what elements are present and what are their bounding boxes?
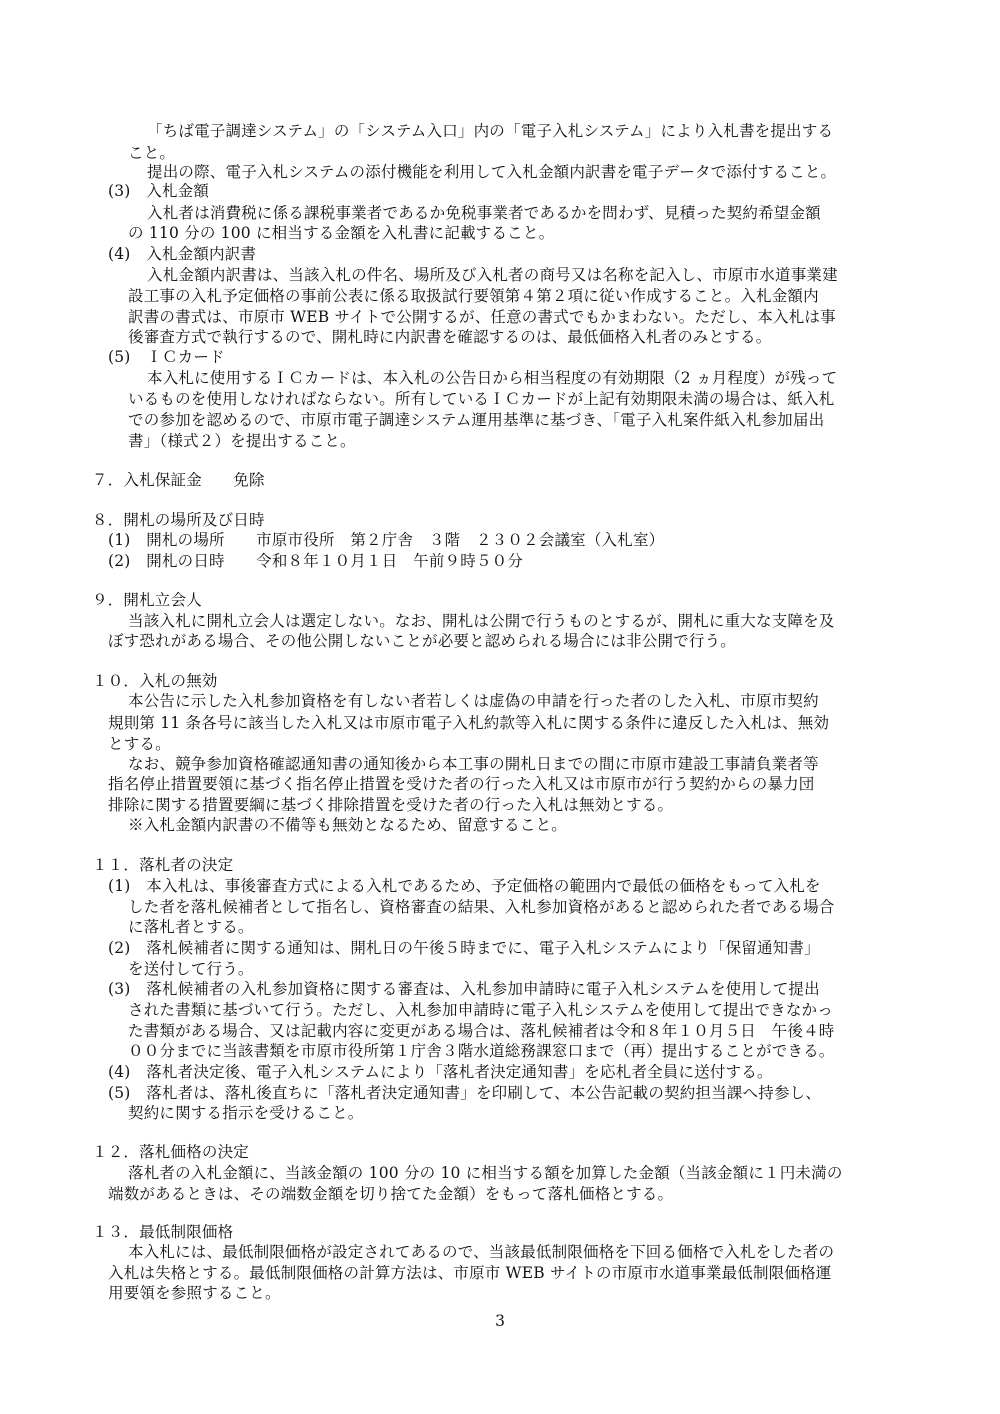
- text-line: 規則第 11 条各号に該当した入札又は市原市電子入札約款等入札に関する条件に違反した入札は、無効: [108, 714, 830, 732]
- text-line: た書類がある場合、又は記載内容に変更がある場合は、落札候補者は令和８年１０月５日 午後４時: [128, 1022, 835, 1040]
- text-line: 訳書の書式は、市原市 WEB サイトで公開するが、任意の書式でもかまわない。ただし、本入札は事: [128, 308, 836, 326]
- text-line: 本入札には、最低制限価格が設定されてあるので、当該最低制限価格を下回る価格で入札をした者の: [128, 1243, 835, 1261]
- text-line: 入札金額内訳書は、当該入札の件名、場所及び入札者の商号又は名称を記入し、市原市水道事業建: [147, 266, 838, 284]
- section-heading: １２．落札価格の決定: [92, 1143, 250, 1161]
- section-heading: ９．開札立会人: [92, 591, 202, 609]
- text-line: (1) 本入札は、事後審査方式による入札であるため、予定価格の範囲内で最低の価格をもって入札を: [108, 877, 821, 895]
- page-number: 3: [495, 1312, 505, 1330]
- text-line: なお、競争参加資格確認通知書の通知後から本工事の開札日までの間に市原市建設工事請負業者等: [128, 755, 819, 773]
- text-line: 入札者は消費税に係る課税事業者であるか免税事業者であるかを問わず、見積った契約希望金額: [147, 204, 821, 222]
- text-line: ぼす恐れがある場合、その他公開しないことが必要と認められる場合には非公開で行う。: [108, 632, 737, 650]
- text-line: の 110 分の 100 に相当する金額を入札書に記載すること。: [128, 224, 555, 242]
- text-line: とする。: [108, 735, 171, 753]
- section-heading: ８．開札の場所及び日時: [92, 511, 265, 529]
- section-heading: (3) 入札金額: [108, 182, 210, 200]
- text-line: 本入札に使用するＩＣカードは、本入札の公告日から相当程度の有効期限（2 ヵ月程度）が残って: [147, 369, 838, 387]
- text-line: (5) 落札者は、落札後直ちに「落札者決定通知書」を印刷して、本公告記載の契約担当課へ持参し、: [108, 1084, 822, 1102]
- text-line: 「ちば電子調達システム」の「システム入口」内の「電子入札システム」により入札書を提出する: [147, 122, 834, 140]
- text-line: いるものを使用しなければならない。所有しているＩＣカードが上記有効期限未満の場合は、紙入札: [128, 390, 835, 408]
- section-heading: (4) 入札金額内訳書: [108, 245, 257, 263]
- text-line: 書」（様式２）を提出すること。: [128, 432, 356, 450]
- text-line: (2) 落札候補者に関する通知は、開札日の午後５時までに、電子入札システムにより「保留通知書」: [108, 939, 820, 957]
- text-line: (4) 落札者決定後、電子入札システムにより「落札者決定通知書」を応札者全員に送付する。: [108, 1063, 773, 1081]
- text-line: に落札者とする。: [128, 918, 254, 936]
- section-heading: １３．最低制限価格: [92, 1223, 234, 1241]
- section-heading: １０．入札の無効: [92, 672, 218, 690]
- text-line: 落札者の入札金額に、当該金額の 100 分の 10 に相当する額を加算した金額（当該金額に１円未満の: [128, 1164, 843, 1182]
- text-line: ００分までに当該書類を市原市役所第１庁舎３階水道総務課窓口まで（再）提出することができる。: [128, 1042, 835, 1060]
- text-line: 用要領を参照すること。: [108, 1284, 281, 1302]
- section-heading: １１．落札者の決定: [92, 856, 234, 874]
- text-line: ※入札金額内訳書の不備等も無効となるため、留意すること。: [128, 816, 567, 834]
- text-line: 本公告に示した入札参加資格を有しない者若しくは虚偽の申請を行った者のした入札、市原市契約: [128, 692, 819, 710]
- text-line: 後審査方式で執行するので、開札時に内訳書を確認するのは、最低価格入札者のみとする。: [128, 328, 772, 346]
- text-line: 契約に関する指示を受けること。: [128, 1104, 364, 1122]
- text-line: 端数があるときは、その端数金額を切り捨てた金額）をもって落札価格とする。: [108, 1185, 674, 1203]
- section-heading: (5) ＩＣカード: [108, 348, 225, 366]
- text-line: を送付して行う。: [128, 960, 254, 978]
- text-line: (3) 落札候補者の入札参加資格に関する審査は、入札参加申請時に電子入札システムを使用して提出: [108, 980, 820, 998]
- text-line: 排除に関する措置要綱に基づく排除措置を受けた者の行った入札は無効とする。: [108, 796, 674, 814]
- text-line: こと。: [128, 144, 176, 162]
- text-line: 設工事の入札予定価格の事前公表に係る取扱試行要領第４第２項に従い作成すること。入札金額内: [128, 287, 819, 305]
- text-line: した者を落札候補者として指名し、資格審査の結果、入札参加資格があると認められた者である場合: [128, 898, 835, 916]
- text-line: された書類に基づいて行う。ただし、入札参加申請時に電子入札システムを使用して提出できなかっ: [128, 1001, 833, 1019]
- text-line: (1) 開札の場所 市原市役所 第２庁舎 ３階 ２３０２会議室（入札室）: [108, 531, 665, 549]
- text-line: 当該入札に開札立会人は選定しない。なお、開札は公開で行うものとするが、開札に重大な支障を及: [128, 612, 835, 630]
- text-line: 入札は失格とする。最低制限価格の計算方法は、市原市 WEB サイトの市原市水道事業最低制限価格運: [108, 1264, 832, 1282]
- text-line: (2) 開札の日時 令和８年１０月１日 午前９時５０分: [108, 552, 524, 570]
- text-line: 指名停止措置要領に基づく指名停止措置を受けた者の行った入札又は市原市が行う契約からの暴力団: [108, 775, 815, 793]
- section-heading: ７．入札保証金 免除: [92, 471, 265, 489]
- text-line: 提出の際、電子入札システムの添付機能を利用して入札金額内訳書を電子データで添付すること。: [147, 163, 837, 181]
- text-line: での参加を認めるので、市原市電子調達システム運用基準に基づき、「電子入札案件紙入札参加届出: [128, 411, 825, 429]
